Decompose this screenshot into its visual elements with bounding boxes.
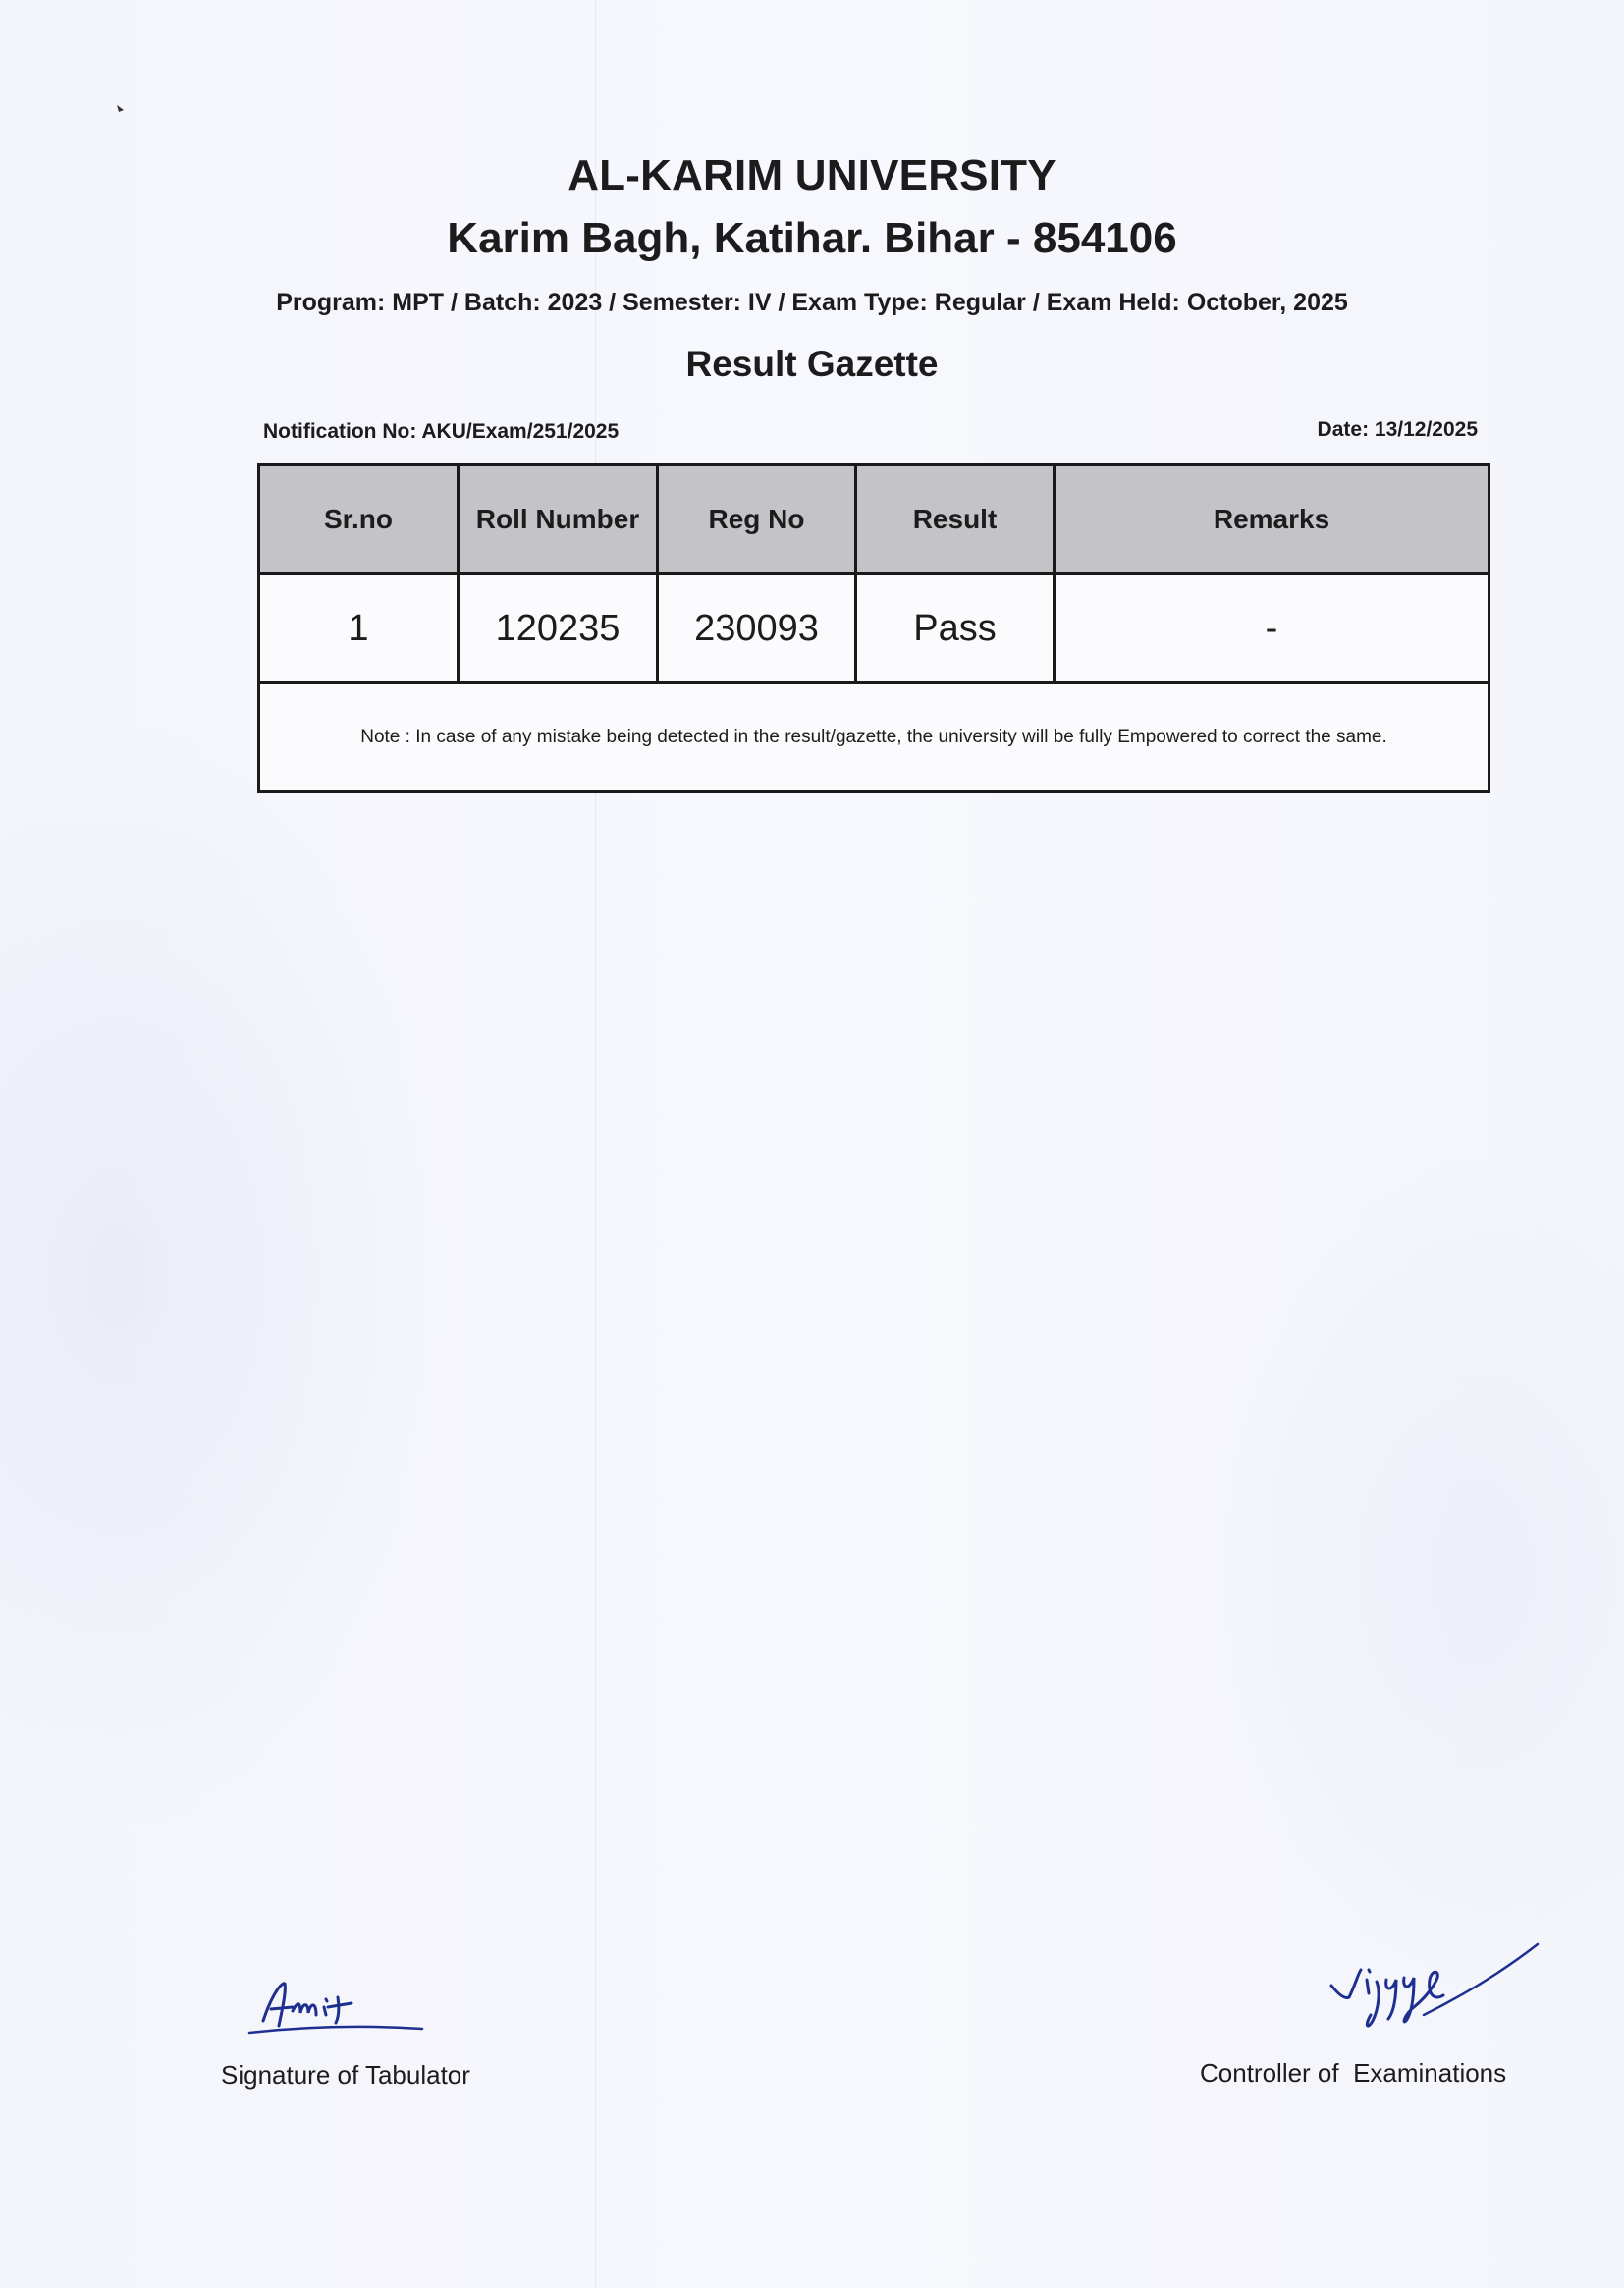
tabulator-label: Signature of Tabulator (221, 2060, 470, 2090)
gazette-title: Result Gazette (685, 344, 939, 384)
column-header-srno: Sr.no (259, 465, 459, 574)
result-table (257, 463, 1490, 793)
program-details: Program: MPT / Batch: 2023 / Semester: IV / Exam Type: Regular / Exam Held: October, 2025 (276, 289, 1348, 316)
ink-speck (116, 104, 126, 114)
tabulator-signature (244, 1972, 440, 2050)
note-row (259, 683, 1489, 792)
cell-reg-no: 230093 (658, 574, 856, 683)
column-header-roll-number: Roll Number (459, 465, 658, 574)
cell-srno: 1 (259, 574, 459, 683)
controller-signature (1316, 1936, 1551, 2044)
column-header-result: Result (856, 465, 1055, 574)
cell-roll-number: 120235 (459, 574, 658, 683)
gazette-date: Date: 13/12/2025 (1317, 418, 1478, 441)
cell-result: Pass (856, 574, 1055, 683)
university-name: AL-KARIM UNIVERSITY (568, 151, 1056, 199)
university-address: Karim Bagh, Katihar. Bihar - 854106 (447, 214, 1177, 262)
table-row (259, 574, 1489, 683)
column-header-reg-no: Reg No (658, 465, 856, 574)
column-header-remarks: Remarks (1055, 465, 1489, 574)
notification-number: Notification No: AKU/Exam/251/2025 (263, 420, 620, 443)
table-header-row (259, 465, 1489, 574)
controller-label: Controller of Examinations (1200, 2058, 1507, 2088)
table-note: Note : In case of any mistake being detected in the result/gazette, the university will be fully Empowered to correct the same. (259, 683, 1489, 792)
cell-remarks: - (1055, 574, 1489, 683)
